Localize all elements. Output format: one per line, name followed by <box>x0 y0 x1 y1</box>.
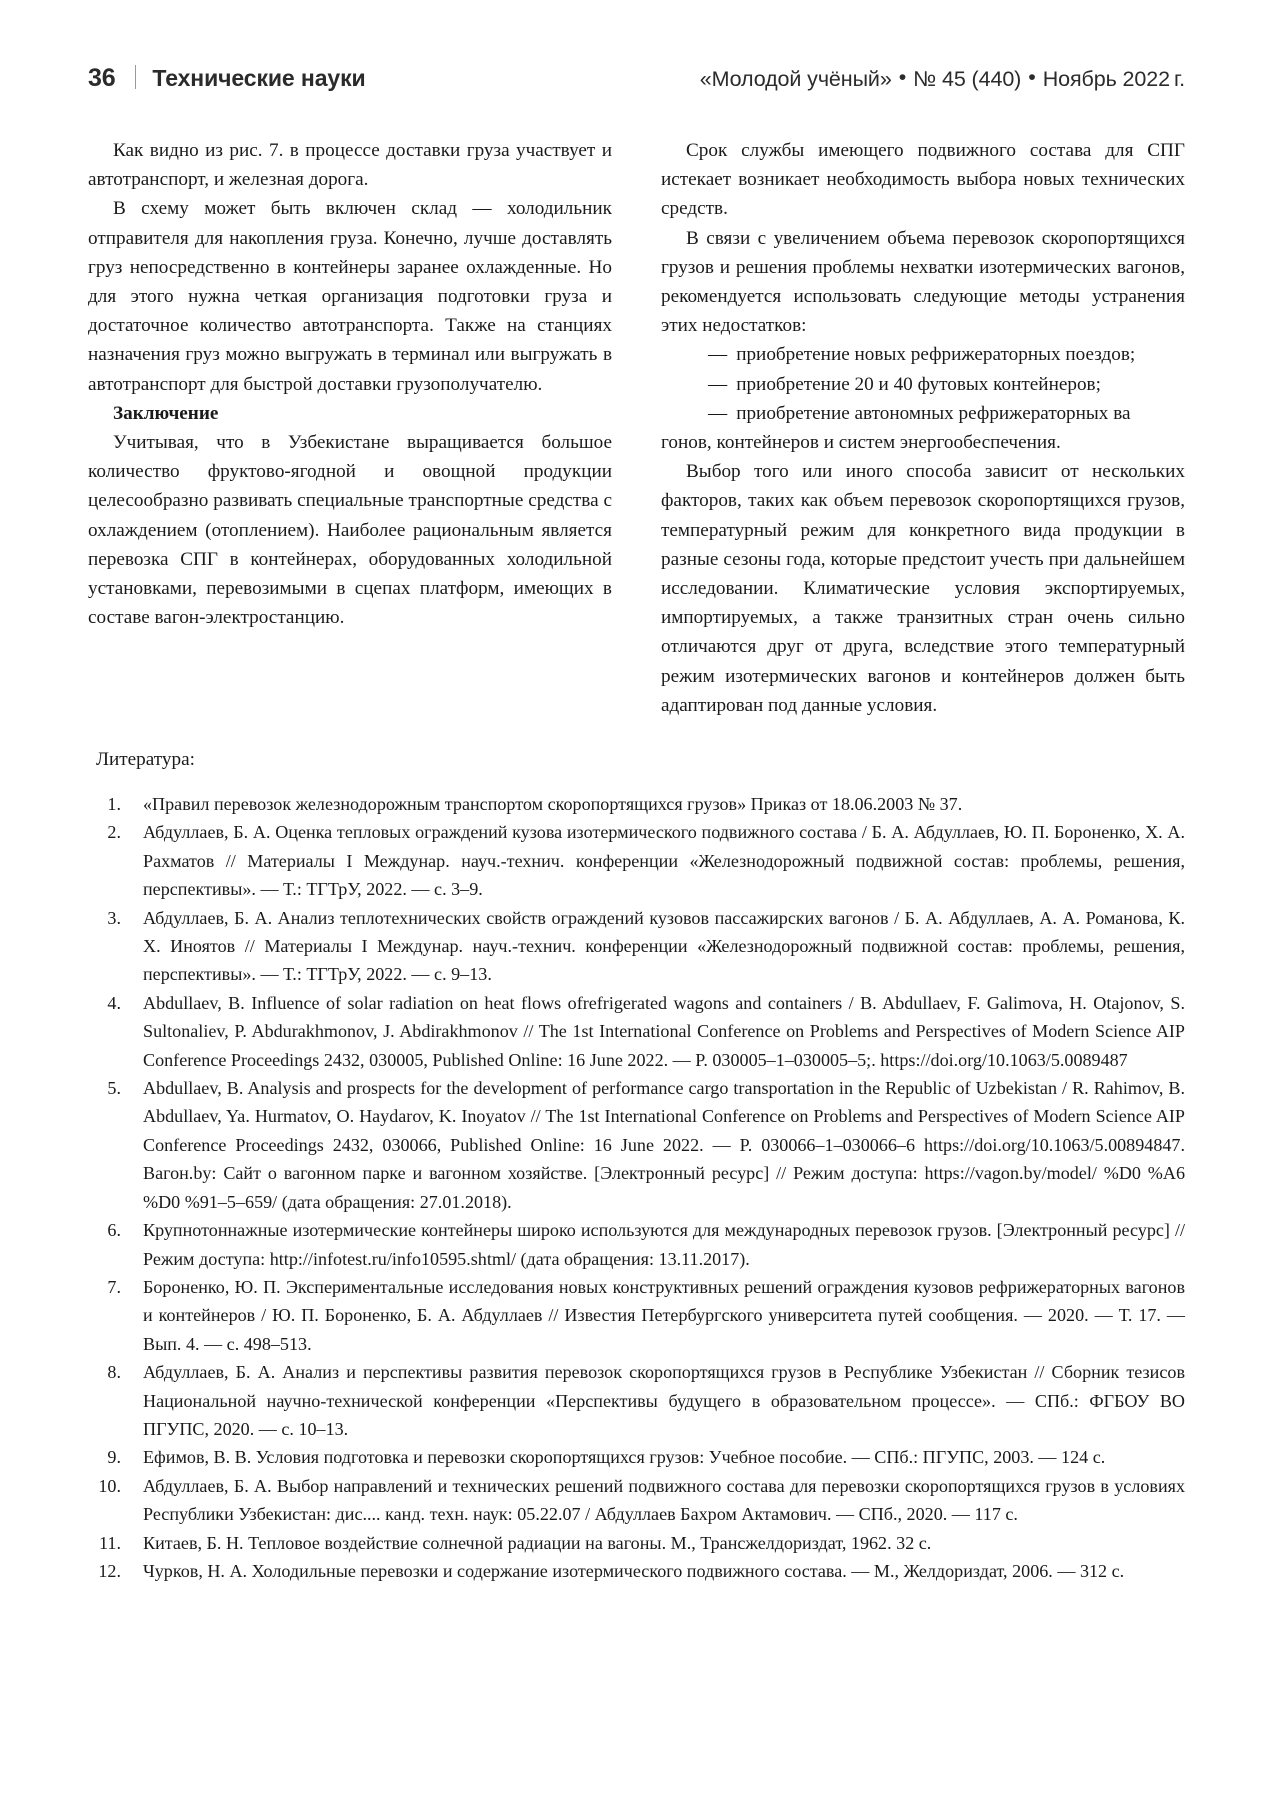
list-item-continuation: гонов, контейнеров и систем энергообеспечения. <box>661 432 1061 454</box>
paragraph: Выбор того или иного способа зависит от нескольких факторов, таких как объем перевозок скоропортящихся грузов, температурный режим для конкретного вида продукции в разные сезоны года, которые предстоит учесть при дальнейшем исследовании. Климатические условия экспортируемых, импортируемых, а также транзитных стран очень сильно отличаются друг от друга, вследствие этого температурный режим изотермических вагонов и контейнеров должен быть адаптирован под данные условия. <box>661 461 1185 716</box>
reference-number: 8. <box>107 1362 121 1383</box>
paragraph: В схему может быть включен склад — холодильник отправителя для накопления груза. Конечно, лучше доставлять груз непосредственно в контейнеры заранее охлажденные. Но для этого нужна четкая организация подготовки груза и достаточное количество автотранспорта. Также на станциях назначения груз можно выгружать в терминал или выгружать в автотранспорт для быстрой доставки грузополучателю. <box>88 198 612 395</box>
reference-number: 9. <box>107 1447 121 1468</box>
literature-heading: Литература: <box>96 749 195 770</box>
issue-date-suffix: г. <box>1174 67 1185 91</box>
header-divider <box>135 65 136 89</box>
reference-number: 6. <box>107 1220 121 1241</box>
reference-item <box>96 1443 1185 1471</box>
reference-text: Китаев, Б. Н. Тепловое воздействие солнечной радиации на вагоны. М., Трансжелдориздат, 1962. 32 с. <box>143 1532 932 1553</box>
reference-text: Крупнотоннажные изотермические контейнеры широко используются для международных перевозок грузов. [Электронный ресурс] // Режим доступа: http://infotest.ru/info10595.shtml/ (дата обращения: 13.11.2017). <box>143 1220 1185 1269</box>
reference-text: Abdullaev, B. Influence of solar radiation on heat flows ofrefrigerated wagons and containers / B. Abdullaev, F. Galimova, H. Otajonov, S. Sultonaliev, P. Abdurakhmonov, J. Abdirakhmonov // The 1st International Conference on Problems and Perspectives of Modern Science AIP Conference Proceedings 2432, 030005, Published Online: 16 June 2022. — P. 030005–1–030005–5;. https://doi.org/10.1063/5.0089487 <box>143 992 1185 1070</box>
issue-number: № 45 (440) <box>913 67 1022 91</box>
reference-item <box>96 1472 1185 1529</box>
list-item-text: приобретение автономных рефрижераторных ва <box>736 402 1131 424</box>
issue-date: Ноябрь 2022 <box>1042 67 1170 91</box>
right-column <box>661 136 1185 720</box>
reference-item <box>96 1074 1185 1216</box>
left-column <box>88 136 612 720</box>
section-title: Технические науки <box>152 65 366 91</box>
paragraph: Срок службы имеющего подвижного состава для СПГ истекает возникает необходимость выбора новых технических средств. <box>661 140 1185 220</box>
reference-item <box>96 1358 1185 1443</box>
reference-text: Ефимов, В. В. Условия подготовка и перевозки скоропортящихся грузов: Учебное пособие. — СПб.: ПГУПС, 2003. — 124 с. <box>143 1447 1106 1468</box>
paragraph: Учитывая, что в Узбекистане выращивается большое количество фруктово-ягодной и овощной продукции целесообразно развивать специальные транспортные средства с охлаждением (отоплением). Наиболее рациональным является перевозка СПГ в контейнерах, оборудованных холодильной установками, перевозимыми в сцепах платформ, имеющих в составе вагон-электростанцию. <box>88 432 612 629</box>
reference-text: Бороненко, Ю. П. Экспериментальные исследования новых конструктивных решений ограждения кузовов рефрижераторных вагонов и контейнеров / Ю. П. Бороненко, Б. А. Абдуллаев // Известия Петербургского университета путей сообщения. — 2020. — Т. 17. — Вып. 4. — с. 498–513. <box>143 1276 1185 1354</box>
reference-number: 4. <box>107 992 121 1013</box>
reference-number: 10. <box>98 1475 121 1496</box>
em-dash-marker: — <box>708 344 728 366</box>
running-head-right <box>700 67 1185 92</box>
reference-item <box>96 1216 1185 1273</box>
reference-number: 5. <box>107 1078 121 1099</box>
running-head <box>88 62 1185 104</box>
references-list <box>96 790 1185 1585</box>
reference-item <box>96 904 1185 989</box>
subheading-conclusion: Заключение <box>113 402 219 424</box>
reference-text: Чурков, Н. А. Холодильные перевозки и содержание изотермического подвижного состава. — М., Желдориздат, 2006. — 312 с. <box>143 1560 1125 1581</box>
reference-item <box>96 818 1185 903</box>
em-dash-marker: — <box>708 373 728 395</box>
reference-text: Абдуллаев, Б. А. Анализ теплотехнических свойств ограждений кузовов пассажирских вагонов / Б. А. Абдуллаев, А. А. Романова, К. Х. Иноятов // Материалы I Междунар. науч.-технич. конференции «Железнодорожный подвижной состав: проблемы, решения, перспективы». — Т.: ТГТрУ, 2022. — с. 9–13. <box>143 907 1185 985</box>
reference-text: Абдуллаев, Б. А. Анализ и перспективы развития перевозок скоропортящихся грузов в Республике Узбекистан // Сборник тезисов Национальной научно-технической конференции «Перспективы будущего в образовательном процессе». — СПб.: ФГБОУ ВО ПГУПС, 2020. — с. 10–13. <box>143 1362 1185 1439</box>
header-separator-2: • <box>1028 65 1036 89</box>
list-item-text: приобретение 20 и 40 футовых контейнеров; <box>736 373 1101 395</box>
list-item <box>661 399 1185 428</box>
list-item <box>661 340 1185 369</box>
reference-text: «Правил перевозок железнодорожным транспортом скоропортящихся грузов» Приказ от 18.06.2003 № 37. <box>143 794 963 814</box>
reference-number: 12. <box>98 1560 121 1581</box>
reference-item <box>96 790 1185 818</box>
reference-number: 7. <box>107 1276 121 1297</box>
reference-number: 1. <box>107 794 121 814</box>
page-number: 36 <box>88 64 116 92</box>
reference-number: 3. <box>107 907 121 928</box>
paragraph: В связи с увеличением объема перевозок скоропортящихся грузов и решения проблемы нехватки изотермических вагонов, рекомендуется использовать следующие методы устранения этих недостатков: <box>661 227 1185 337</box>
reference-item <box>96 1529 1185 1557</box>
list-item-text: приобретение новых рефрижераторных поездов; <box>736 344 1136 366</box>
reference-text: Абдуллаев, Б. А. Оценка тепловых ограждений кузова изотермического подвижного состава / Б. А. Абдуллаев, Ю. П. Бороненко, Х. А. Рахматов // Материалы I Междунар. науч.-технич. конференции «Железнодорожный подвижной состав: проблемы, решения, перспективы». — Т.: ТГТрУ, 2022. — с. 3–9. <box>143 822 1185 900</box>
reference-item <box>96 1273 1185 1358</box>
journal-name: «Молодой учёный» <box>699 67 892 91</box>
running-head-left <box>88 62 366 93</box>
reference-item <box>96 989 1185 1074</box>
reference-text: Abdullaev, B. Analysis and prospects for the development of performance cargo transportation in the Republic of Uzbekistan / R. Rahimov, B. Abdullaev, Ya. Hurmatov, O. Haydarov, K. Inoyatov // The 1st International Conference on Problems and Perspectives of Modern Science AIP Conference Proceedings 2432, 030066, Published Online: 16 June 2022. — P. 030066–1–030066–6 https://doi.org/10.1063/5.00894847. Вагон.by: Сайт о вагонном парке и вагонном хозяйстве. [Электронный ресурс] // Режим доступа: https://vagon.by/model/ %D0 %A6 %D0 %91–5–659/ (дата обращения: 27.01.2018). <box>143 1078 1185 1212</box>
em-dash-marker: — <box>708 402 728 424</box>
reference-text: Абдуллаев, Б. А. Выбор направлений и технических решений подвижного состава для перевозки скоропортящихся грузов в условиях Республики Узбекистан: дис.... канд. техн. наук: 05.22.07 / Абдуллаев Бахром Актамович. — СПб., 2020. — 117 с. <box>143 1475 1185 1525</box>
list-item <box>661 370 1185 399</box>
reference-item <box>96 1557 1185 1585</box>
reference-number: 11. <box>99 1532 121 1553</box>
paragraph: Как видно из рис. 7. в процессе доставки груза участвует и автотранспорт, и железная дорога. <box>88 140 612 191</box>
reference-number: 2. <box>107 822 121 843</box>
header-separator-1: • <box>898 65 907 89</box>
article-body <box>88 136 1185 720</box>
